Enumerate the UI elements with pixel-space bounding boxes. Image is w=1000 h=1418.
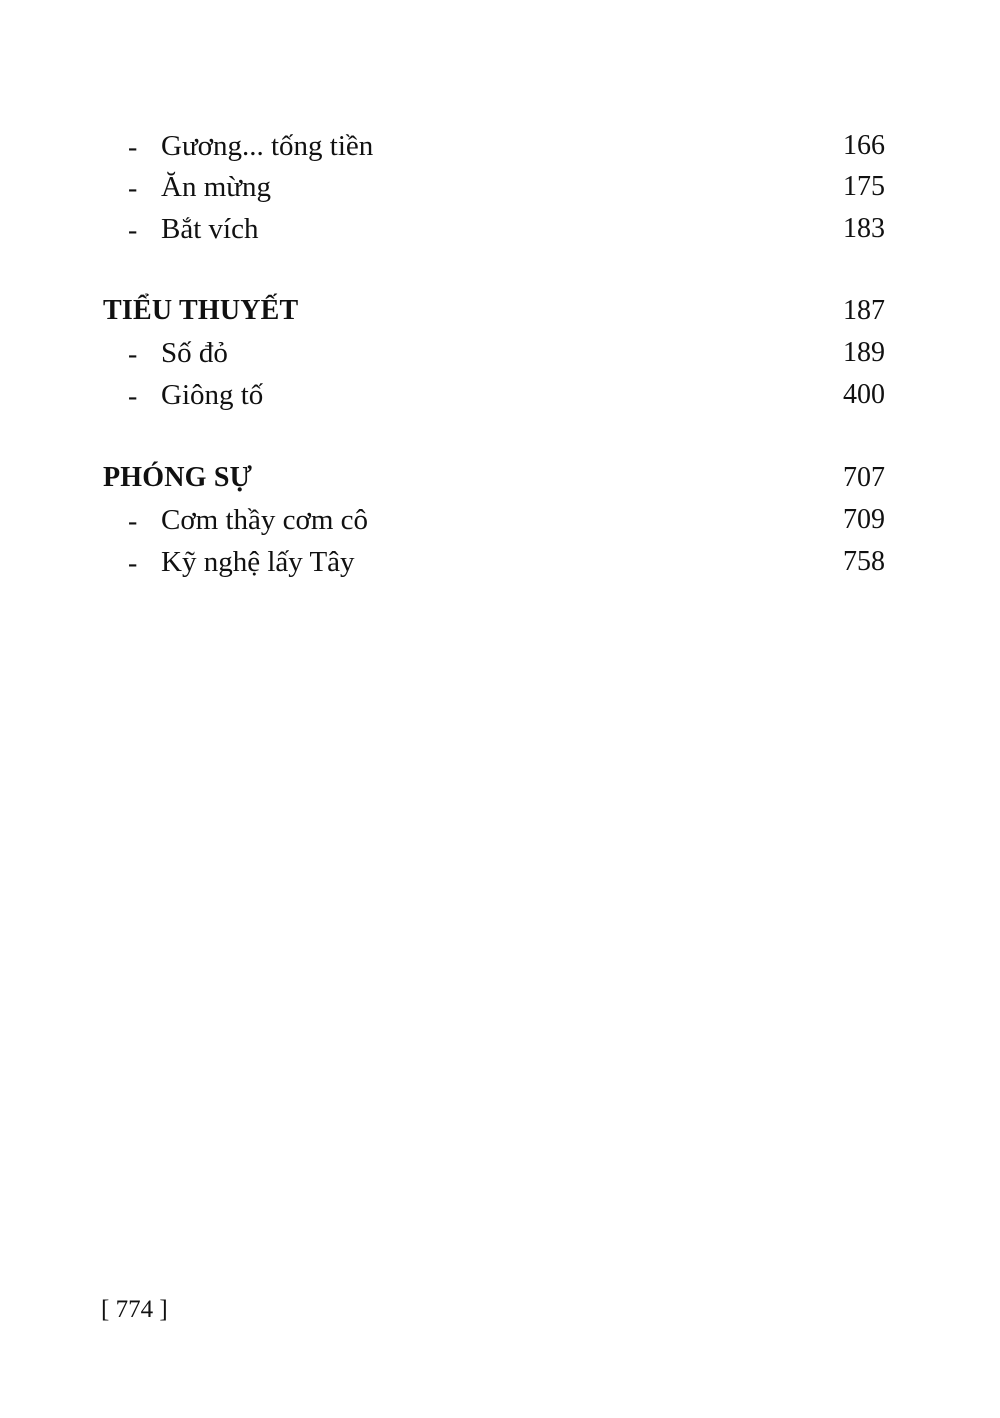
entry-title: Bắt vích	[161, 213, 259, 245]
entry-bullet: -	[128, 506, 138, 537]
section-page-number: 187	[843, 295, 885, 326]
entry-bullet: -	[128, 132, 138, 163]
entry-title: Gương... tống tiền	[161, 130, 374, 162]
toc-section-heading	[0, 460, 1000, 500]
entry-bullet: -	[128, 215, 138, 246]
toc-entry	[0, 128, 1000, 168]
entry-page-number: 175	[843, 171, 885, 202]
entry-page-number: 400	[843, 379, 885, 410]
entry-page-number: 758	[843, 546, 885, 577]
toc-entry	[0, 502, 1000, 542]
toc-entry	[0, 377, 1000, 417]
toc-entry	[0, 544, 1000, 584]
entry-bullet: -	[128, 381, 138, 412]
entry-title: Kỹ nghệ lấy Tây	[161, 546, 355, 578]
entry-bullet: -	[128, 548, 138, 579]
entry-title: Giông tố	[161, 379, 264, 411]
toc-entry	[0, 211, 1000, 251]
entry-bullet: -	[128, 339, 138, 370]
entry-page-number: 709	[843, 504, 885, 535]
entry-title: Ăn mừng	[161, 171, 271, 203]
toc-entry	[0, 335, 1000, 375]
entry-title: Số đỏ	[161, 337, 228, 369]
entry-page-number: 183	[843, 213, 885, 244]
entry-page-number: 189	[843, 337, 885, 368]
section-heading-title: PHÓNG SỰ	[103, 462, 253, 493]
toc-entry	[0, 169, 1000, 209]
entry-bullet: -	[128, 173, 138, 204]
entry-page-number: 166	[843, 130, 885, 161]
section-page-number: 707	[843, 462, 885, 493]
page-number-footer: [ 774 ]	[101, 1296, 168, 1323]
entry-title: Cơm thầy cơm cô	[161, 504, 369, 536]
section-heading-title: TIỂU THUYẾT	[103, 295, 299, 326]
toc-section-heading	[0, 293, 1000, 333]
